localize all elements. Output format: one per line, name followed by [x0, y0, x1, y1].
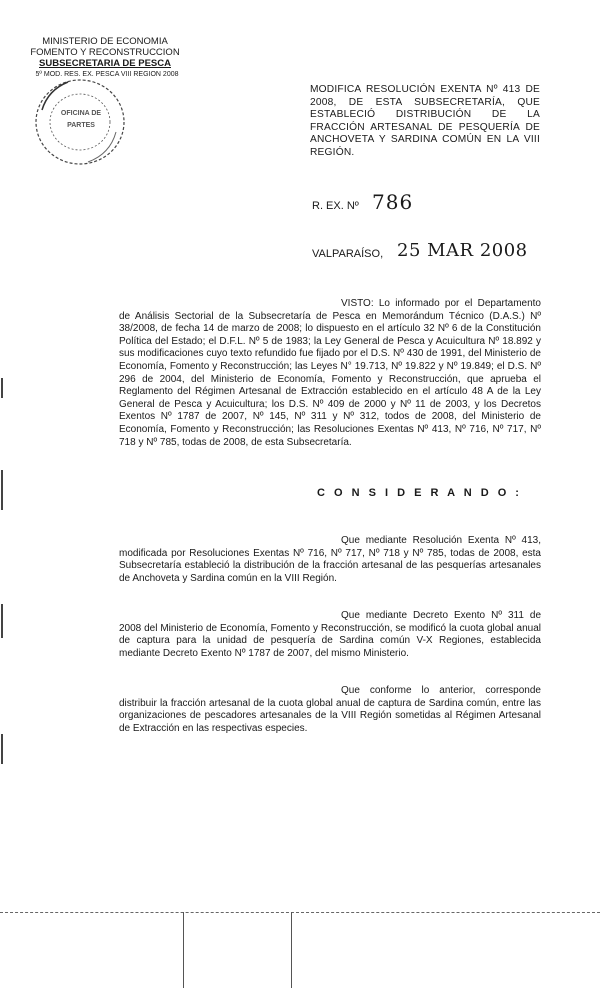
scan-edge-mark-2	[1, 604, 3, 638]
resolution-label: R. EX. Nº	[312, 200, 359, 212]
date-stamp: 25 MAR 2008	[397, 240, 528, 261]
stamp-text-line2: PARTES	[67, 122, 95, 129]
considerando-paragraph-2: Que mediante Decreto Exento Nº 311 de 2008 del Ministerio de Economía, Fomento y Reconstrucción, se modificó la cuota global anual de captura para la unidad de pesquería de Sardina común V-X Regiones, establecida mediante Decreto Exento Nº 1787 de 2007, del mismo Ministerio.	[119, 610, 541, 659]
scan-edge-mark-3	[1, 734, 3, 764]
document-reference: 5º MOD. RES. EX. PESCA VIII REGION 2008	[35, 71, 179, 78]
place-label: VALPARAÍSO,	[312, 248, 384, 260]
resolution-title: MODIFICA RESOLUCIÓN EXENTA Nº 413 DE 2008, DE ESTA SUBSECRETARÍA, QUE ESTABLECIÓ DISTRIBUCIÓN DE LA FRACCIÓN ARTESANAL DE PESQUERÍA DE ANCHOVETA Y SARDINA COMÚN EN LA VIII REGIÓN.	[310, 84, 540, 158]
considerando-paragraph-1: Que mediante Resolución Exenta Nº 413, modificada por Resoluciones Exentas Nº 716, Nº 717, Nº 718 y Nº 785, todas de 2008, esta Subsecretaría estableció la distribución de la fracción artesanal de las pesquerías artesanales de Anchoveta y Sardina común en la VIII Región.	[119, 535, 541, 584]
considerando-paragraph-3: Que conforme lo anterior, corresponde distribuir la fracción artesanal de la cuota global anual de captura de Sardina común, entre las organizaciones de pescadores artesanales de la VIII Región sometidas al Régimen Artesanal de Extracción en las respectivas especies.	[119, 685, 541, 734]
ministry-subtitle: FOMENTO Y RECONSTRUCCION	[30, 47, 180, 58]
scan-edge-mark-1	[1, 470, 3, 510]
resolution-number: 786	[372, 190, 414, 214]
subsecretaria-name: SUBSECRETARIA DE PESCA	[39, 58, 171, 69]
footer-divider-left	[183, 912, 184, 988]
scan-edge-mark-4	[1, 378, 3, 398]
page-fold-line	[0, 912, 600, 913]
stamp-text-line1: OFICINA DE	[60, 110, 102, 117]
stamp-seal-icon	[28, 70, 132, 170]
ministry-name: MINISTERIO DE ECONOMIA	[42, 36, 168, 47]
footer-divider-right	[291, 912, 292, 988]
considerando-heading: C O N S I D E R A N D O :	[317, 487, 522, 499]
office-stamp	[28, 70, 132, 170]
visto-paragraph: VISTO: Lo informado por el Departamento de Análisis Sectorial de la Subsecretaría de Pesca en Memorándum Técnico (D.A.S.) Nº 38/2008, de fecha 14 de marzo de 2008; lo dispuesto en el artículo 32 Nº 6 de la Constitución Política del Estado; el D.F.L. Nº 5 de 1983; la Ley General de Pesca y Acuicultura Nº 18.892 y sus modificaciones cuyo texto refundido fue fijado por el D.S. Nº 430 de 1991, del Ministerio de Economía, Fomento y Reconstrucción; las Leyes N° 19.713, Nº 19.822 y Nº 19.849; el D.S. Nº 296 de 2004, del Ministerio de Economía, Fomento y Reconstrucción, que aprueba el Reglamento del Régimen Artesanal de Extracción establecido en el artículo 48 A de la Ley General de Pesca y Acuicultura; los D.S. Nº 409 de 2000 y Nº 11 de 2003, y los Decretos Exentos Nº 1787 de 2007, Nº 145, Nº 311 y Nº 312, todos de 2008, del Ministerio de Economía, Fomento y Reconstrucción; las Resoluciones Exentas Nº 413, Nº 716, Nº 717, Nº 718 y Nº 785, todas de 2008, de esta Subsecretaría.	[119, 298, 541, 448]
